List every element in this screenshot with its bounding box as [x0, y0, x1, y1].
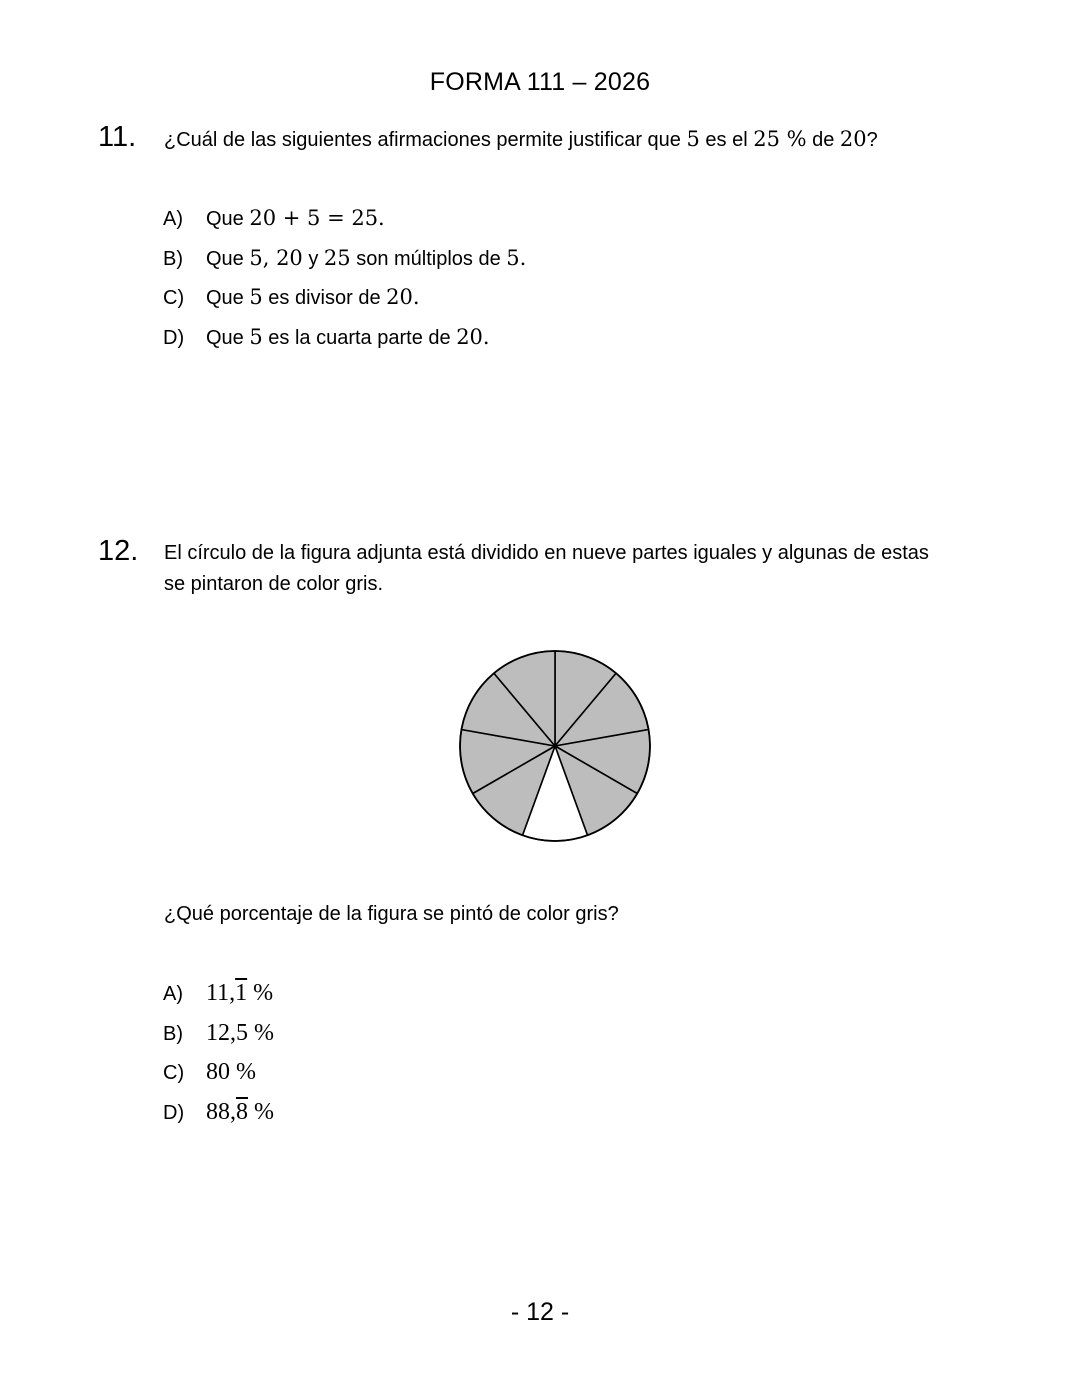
repeating-digit: 8	[236, 1098, 248, 1125]
answer-option-c[interactable]	[163, 1059, 274, 1099]
stem-line: El círculo de la figura adjunta está dividido en nueve partes iguales y algunas de estas	[164, 542, 929, 564]
option-value	[206, 1020, 274, 1047]
question-prompt: ¿Qué porcentaje de la figura se pintó de color gris?	[164, 903, 619, 925]
stem-line: se pintaron de color gris.	[164, 573, 384, 595]
option-text	[206, 285, 420, 310]
stem-text: ¿Cuál de las siguientes afirmaciones permite justificar que	[164, 129, 687, 151]
stem-math: 20	[839, 127, 867, 151]
option-text-part: Que	[206, 326, 250, 349]
option-math: 20.	[456, 324, 490, 349]
option-letter: C)	[163, 287, 185, 309]
answer-option-b[interactable]	[163, 1020, 274, 1060]
option-value	[206, 1059, 256, 1086]
stem-math: 25 %	[753, 127, 807, 151]
option-math: 20 + 5 = 25.	[249, 206, 385, 230]
answer-option-c[interactable]	[163, 285, 526, 325]
answer-options	[163, 206, 526, 364]
stem-text: de	[806, 129, 840, 151]
option-letter: D)	[163, 326, 185, 349]
option-value-part: 12,5 %	[206, 1019, 274, 1046]
option-value-part: %	[248, 1098, 274, 1125]
answer-options	[163, 980, 274, 1138]
option-value	[206, 980, 273, 1007]
option-math: 25	[323, 245, 351, 270]
option-text-part: y	[302, 247, 324, 270]
option-value-part: 11,	[206, 980, 236, 1006]
question-number: 11.	[98, 121, 137, 153]
question-stem	[164, 124, 878, 156]
option-text-part: es la cuarta parte de	[262, 326, 457, 349]
answer-option-b[interactable]	[163, 246, 526, 286]
option-math: 5.	[506, 245, 527, 270]
option-text	[206, 325, 490, 350]
option-letter: A)	[163, 983, 183, 1005]
option-letter: B)	[163, 247, 183, 270]
option-value	[206, 1099, 274, 1126]
form-header: FORMA 111 – 2026	[429, 68, 651, 96]
option-text	[206, 206, 385, 231]
page-number: - 12 -	[510, 1298, 570, 1326]
option-text-part: Que	[206, 247, 250, 270]
option-math: 5, 20	[249, 245, 303, 270]
answer-option-d[interactable]	[163, 1099, 274, 1139]
option-letter: A)	[163, 208, 183, 230]
option-letter: D)	[163, 1101, 185, 1124]
stem-math: 5	[686, 127, 700, 151]
divided-circle-figure	[458, 649, 652, 843]
option-text-part: son múltiplos de	[350, 247, 507, 270]
answer-option-a[interactable]	[163, 980, 274, 1020]
answer-option-d[interactable]	[163, 325, 526, 365]
option-text-part: es divisor de	[262, 287, 387, 309]
stem-text: ?	[866, 129, 878, 151]
option-math: 5	[249, 324, 263, 349]
option-value-part: %	[247, 980, 274, 1006]
option-letter: C)	[163, 1062, 185, 1084]
stem-text: es el	[699, 129, 754, 151]
option-math: 20.	[386, 285, 420, 309]
question-number: 12.	[98, 535, 139, 567]
option-text	[206, 246, 526, 271]
option-text-part: Que	[206, 208, 250, 230]
option-letter: B)	[163, 1022, 183, 1045]
repeating-digit: 1	[235, 980, 248, 1006]
option-math: 5	[249, 285, 263, 309]
question-stem	[164, 538, 929, 600]
option-value-part: 80 %	[206, 1059, 256, 1085]
option-text-part: Que	[206, 287, 250, 309]
option-value-part: 88,	[206, 1098, 236, 1125]
answer-option-a[interactable]	[163, 206, 526, 246]
